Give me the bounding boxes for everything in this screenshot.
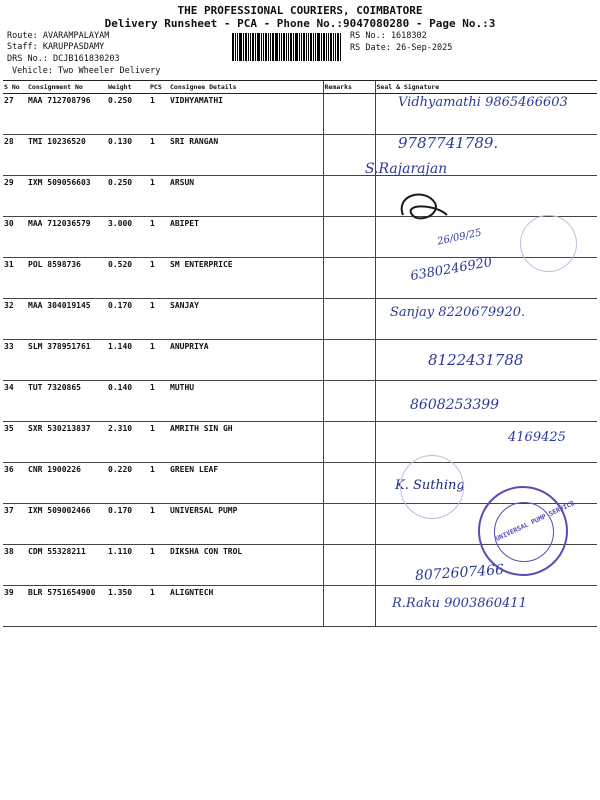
cell-sno: 39 bbox=[3, 586, 27, 627]
cell-consignment-no: TUT 7320865 bbox=[27, 381, 107, 422]
signature-row-27: Vidhyamathi 9865466603 bbox=[398, 95, 568, 110]
cell-consignee: DIKSHA CON TROL bbox=[169, 545, 323, 586]
company-stamp-text: UNIVERSAL PUMP SERVICE bbox=[494, 499, 576, 543]
cell-remarks bbox=[323, 504, 375, 545]
signature-row-28: 9787741789. bbox=[398, 134, 499, 152]
cell-consignee: ABIPET bbox=[169, 217, 323, 258]
cell-remarks bbox=[323, 340, 375, 381]
cell-pcs: 1 bbox=[149, 258, 169, 299]
cell-consignment-no: BLR 5751654900 bbox=[27, 586, 107, 627]
cell-sno: 29 bbox=[3, 176, 27, 217]
cell-consignment-no: MAA 712036579 bbox=[27, 217, 107, 258]
cell-weight: 0.250 bbox=[107, 94, 149, 135]
cell-remarks bbox=[323, 381, 375, 422]
staff-label: Staff: KARUPPASDAMY bbox=[7, 42, 105, 52]
document-title: THE PROFESSIONAL COURIERS, COIMBATORE bbox=[177, 4, 423, 17]
cell-sno: 27 bbox=[3, 94, 27, 135]
signature-row-34: 8608253399 bbox=[410, 397, 500, 413]
cell-sno: 32 bbox=[3, 299, 27, 340]
cell-weight: 0.170 bbox=[107, 504, 149, 545]
route-label: Route: AVARAMPALAYAM bbox=[7, 31, 110, 41]
col-seal-signature: Seal & Signature bbox=[375, 81, 597, 94]
cell-pcs: 1 bbox=[149, 340, 169, 381]
cell-pcs: 1 bbox=[149, 217, 169, 258]
cell-remarks bbox=[323, 586, 375, 627]
cell-sno: 30 bbox=[3, 217, 27, 258]
rs-number: RS No.: 1618302 bbox=[350, 31, 427, 41]
table-row bbox=[3, 135, 597, 176]
signature-row-36: K. Suthing bbox=[395, 478, 465, 493]
col-consignee: Consignee Details bbox=[169, 81, 323, 94]
signature-row-35: 4169425 bbox=[508, 430, 566, 445]
cell-pcs: 1 bbox=[149, 463, 169, 504]
cell-weight: 3.000 bbox=[107, 217, 149, 258]
cell-consignee: ARSUN bbox=[169, 176, 323, 217]
faint-stamp bbox=[520, 215, 577, 272]
signature-row-39: R.Raku 9003860411 bbox=[392, 596, 527, 611]
signature-row-29: S.Rajarajan bbox=[365, 161, 448, 177]
drs-number: DRS No.: DCJB161830203 bbox=[7, 54, 120, 64]
scribble-signature-row-30 bbox=[395, 185, 455, 235]
table-row bbox=[3, 176, 597, 217]
cell-consignee: SANJAY bbox=[169, 299, 323, 340]
cell-pcs: 1 bbox=[149, 176, 169, 217]
cell-consignee: ANUPRIYA bbox=[169, 340, 323, 381]
cell-pcs: 1 bbox=[149, 135, 169, 176]
col-pcs: PCS bbox=[149, 81, 169, 94]
cell-consignment-no: MAA 304019145 bbox=[27, 299, 107, 340]
faint-stamp bbox=[400, 455, 464, 519]
cell-weight: 1.110 bbox=[107, 545, 149, 586]
cell-consignment-no: SLM 378951761 bbox=[27, 340, 107, 381]
cell-weight: 0.140 bbox=[107, 381, 149, 422]
cell-consignee: SM ENTERPRICE bbox=[169, 258, 323, 299]
col-consignment: Consignment No bbox=[27, 81, 107, 94]
table-row bbox=[3, 258, 597, 299]
cell-pcs: 1 bbox=[149, 586, 169, 627]
cell-weight: 1.140 bbox=[107, 340, 149, 381]
cell-weight: 0.250 bbox=[107, 176, 149, 217]
signature-row-32: Sanjay 8220679920. bbox=[390, 305, 526, 320]
cell-remarks bbox=[323, 299, 375, 340]
table-header-row bbox=[3, 81, 597, 94]
cell-weight: 2.310 bbox=[107, 422, 149, 463]
signature-row-31: 6380246920 bbox=[409, 254, 494, 285]
cell-consignee: MUTHU bbox=[169, 381, 323, 422]
cell-sno: 28 bbox=[3, 135, 27, 176]
cell-consignment-no: CNR 1900226 bbox=[27, 463, 107, 504]
cell-consignee: ALIGNTECH bbox=[169, 586, 323, 627]
cell-sno: 31 bbox=[3, 258, 27, 299]
cell-sno: 33 bbox=[3, 340, 27, 381]
cell-remarks bbox=[323, 94, 375, 135]
table-row bbox=[3, 381, 597, 422]
cell-weight: 0.220 bbox=[107, 463, 149, 504]
col-sno: S No bbox=[3, 81, 27, 94]
signature-row-30: 26/09/25 bbox=[436, 227, 483, 248]
cell-pcs: 1 bbox=[149, 422, 169, 463]
cell-remarks bbox=[323, 258, 375, 299]
cell-consignment-no: SXR 530213837 bbox=[27, 422, 107, 463]
cell-consignee: GREEN LEAF bbox=[169, 463, 323, 504]
signature-row-38: 8072607466 bbox=[414, 561, 505, 585]
col-weight: Weight bbox=[107, 81, 149, 94]
cell-consignee: VIDHYAMATHI bbox=[169, 94, 323, 135]
table-row bbox=[3, 217, 597, 258]
cell-consignment-no: IXM 509002466 bbox=[27, 504, 107, 545]
cell-consignment-no: POL 8598736 bbox=[27, 258, 107, 299]
cell-consignment-no: MAA 712708796 bbox=[27, 94, 107, 135]
cell-pcs: 1 bbox=[149, 504, 169, 545]
cell-consignee: AMRITH SIN GH bbox=[169, 422, 323, 463]
cell-weight: 0.520 bbox=[107, 258, 149, 299]
cell-remarks bbox=[323, 217, 375, 258]
cell-pcs: 1 bbox=[149, 94, 169, 135]
cell-consignment-no: IXM 509056603 bbox=[27, 176, 107, 217]
cell-remarks bbox=[323, 545, 375, 586]
cell-pcs: 1 bbox=[149, 381, 169, 422]
cell-sno: 34 bbox=[3, 381, 27, 422]
cell-remarks bbox=[323, 463, 375, 504]
cell-remarks bbox=[323, 422, 375, 463]
barcode bbox=[232, 33, 344, 61]
cell-sno: 36 bbox=[3, 463, 27, 504]
vehicle-label: Vehicle: Two Wheeler Delivery bbox=[12, 66, 161, 76]
cell-consignee: UNIVERSAL PUMP bbox=[169, 504, 323, 545]
cell-weight: 1.350 bbox=[107, 586, 149, 627]
cell-weight: 0.170 bbox=[107, 299, 149, 340]
cell-consignee: SRI RANGAN bbox=[169, 135, 323, 176]
signature-row-33: 8122431788 bbox=[428, 351, 524, 369]
cell-sno: 37 bbox=[3, 504, 27, 545]
cell-remarks bbox=[323, 176, 375, 217]
cell-pcs: 1 bbox=[149, 299, 169, 340]
cell-consignment-no: TMI 10236520 bbox=[27, 135, 107, 176]
cell-sno: 38 bbox=[3, 545, 27, 586]
cell-sno: 35 bbox=[3, 422, 27, 463]
cell-weight: 0.130 bbox=[107, 135, 149, 176]
cell-pcs: 1 bbox=[149, 545, 169, 586]
cell-consignment-no: CDM 55328211 bbox=[27, 545, 107, 586]
rs-date: RS Date: 26-Sep-2025 bbox=[350, 43, 453, 53]
document-subtitle: Delivery Runsheet - PCA - Phone No.:9047080280 - Page No.:3 bbox=[104, 17, 496, 30]
col-remarks: Remarks bbox=[323, 81, 375, 94]
